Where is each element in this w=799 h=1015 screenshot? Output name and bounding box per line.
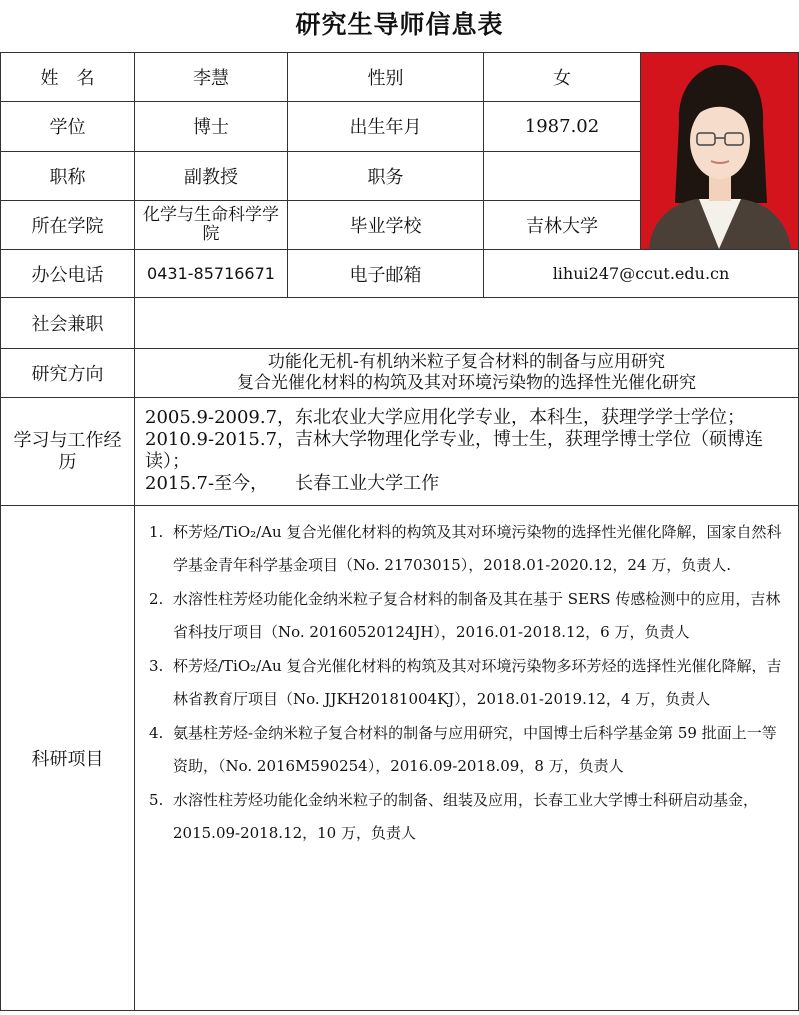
list-item xyxy=(149,717,788,782)
project-number: 4. xyxy=(149,724,164,742)
degree-value: 博士 xyxy=(135,102,288,151)
research-directions xyxy=(135,349,799,398)
info-table xyxy=(0,52,799,1011)
email-value: lihui247@ccut.edu.cn xyxy=(484,250,799,298)
phone-label: 办公电话 xyxy=(1,250,135,298)
title-label: 职称 xyxy=(1,151,135,200)
school-value: 吉林大学 xyxy=(484,200,641,249)
project-text: 水溶性柱芳烃功能化金纳米粒子复合材料的制备及其在基于 SERS 传感检测中的应用，吉林省科技厅项目（No. 20160520124JH），2016.01-2018.12，6 万，负责人 xyxy=(173,590,781,641)
experience-line: 2005.9-2009.7，东北农业大学应用化学专业，本科生，获理学学士学位； xyxy=(145,406,746,428)
name-value: 李慧 xyxy=(135,53,288,102)
experience-line: 2010.9-2015.7，吉林大学物理化学专业，博士生，获理学博士学位（硕博连读）； xyxy=(145,428,764,472)
table-row xyxy=(1,506,799,1011)
table-row xyxy=(1,398,799,506)
research-label: 研究方向 xyxy=(1,349,135,398)
table-row xyxy=(1,349,799,398)
degree-label: 学位 xyxy=(1,102,135,151)
list-item xyxy=(149,650,788,715)
position-label: 职务 xyxy=(288,151,484,200)
projects-content xyxy=(135,506,799,1011)
experience-line: 2015.7-至今， 长春工业大学工作 xyxy=(145,472,440,494)
social-value xyxy=(135,298,799,349)
project-number: 2. xyxy=(149,590,164,608)
project-number: 1. xyxy=(149,523,164,541)
research-line: 功能化无机-有机纳米粒子复合材料的制备与应用研究 xyxy=(267,352,666,372)
name-label: 姓 名 xyxy=(1,53,135,102)
project-number: 5. xyxy=(149,791,164,809)
projects-label: 科研项目 xyxy=(1,506,135,1011)
page-title: 研究生导师信息表 xyxy=(295,10,504,39)
experience-content xyxy=(135,398,799,506)
list-item xyxy=(149,516,788,581)
portrait-photo xyxy=(641,53,799,250)
project-text: 氨基柱芳烃-金纳米粒子复合材料的制备与应用研究，中国博士后科学基金第 59 批面上一等资助，（No. 2016M590254），2016.09-2018.09，8 万，负责人 xyxy=(173,724,777,775)
position-value xyxy=(484,151,641,200)
list-item xyxy=(149,784,788,849)
list-item xyxy=(149,583,788,648)
project-list xyxy=(135,506,798,849)
table-row xyxy=(1,298,799,349)
project-text: 杯芳烃/TiO₂/Au 复合光催化材料的构筑及其对环境污染物的选择性光催化降解，国家自然科学基金青年科学基金项目（No. 21703015），2018.01-2020.12，24 万，负责人. xyxy=(173,523,782,574)
project-text: 水溶性柱芳烃功能化金纳米粒子的制备、组装及应用，长春工业大学博士科研启动基金，2015.09-2018.12，10 万，负责人 xyxy=(173,791,759,842)
phone-value: 0431-85716671 xyxy=(135,250,288,298)
portrait-icon xyxy=(641,53,797,249)
birth-label: 出生年月 xyxy=(288,102,484,151)
project-text: 杯芳烃/TiO₂/Au 复合光催化材料的构筑及其对环境污染物多环芳烃的选择性光催化降解，吉林省教育厅项目（No. JJKH20181004KJ），2018.01-2019.12，4 万，负责人 xyxy=(173,657,782,708)
table-row xyxy=(1,250,799,298)
gender-label: 性别 xyxy=(288,53,484,102)
email-label: 电子邮箱 xyxy=(288,250,484,298)
title-value: 副教授 xyxy=(135,151,288,200)
table-row xyxy=(1,53,799,102)
college-value: 化学与生命科学学院 xyxy=(135,200,288,249)
research-line: 复合光催化材料的构筑及其对环境污染物的选择性光催化研究 xyxy=(237,373,696,393)
project-number: 3. xyxy=(149,657,164,675)
college-label: 所在学院 xyxy=(1,200,135,249)
gender-value: 女 xyxy=(484,53,641,102)
school-label: 毕业学校 xyxy=(288,200,484,249)
birth-value: 1987.02 xyxy=(484,102,641,151)
experience-label: 学习与工作经历 xyxy=(1,398,135,506)
social-label: 社会兼职 xyxy=(1,298,135,349)
